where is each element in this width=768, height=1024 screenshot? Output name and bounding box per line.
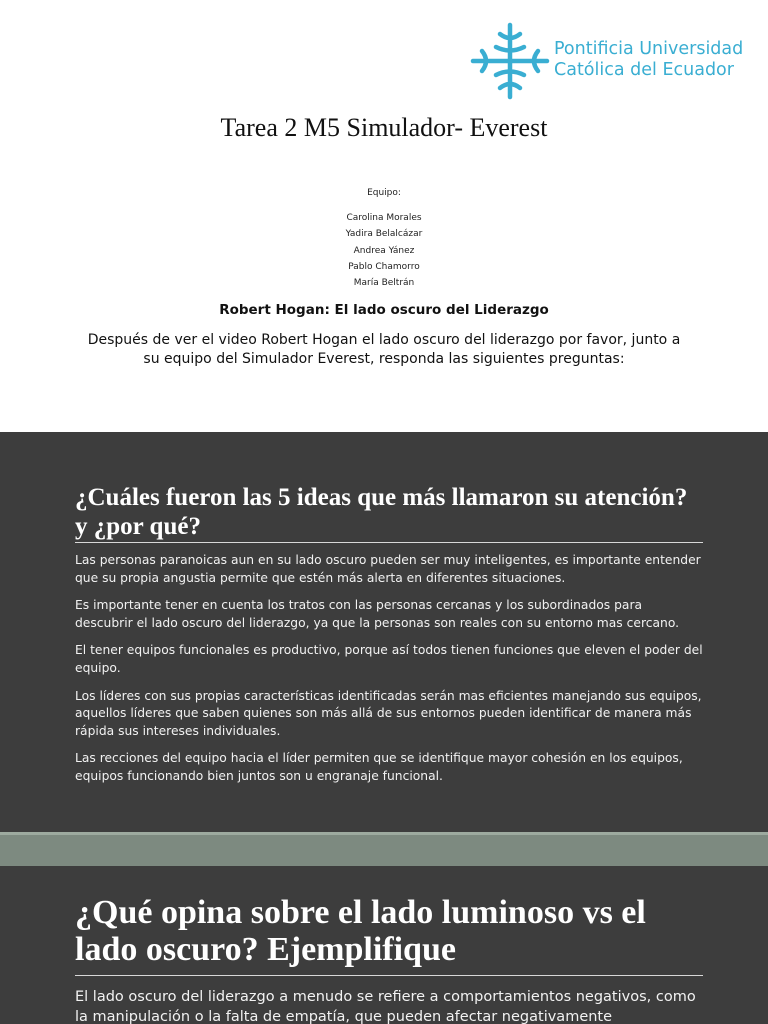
page-title: Tarea 2 M5 Simulador- Everest xyxy=(220,113,548,142)
idea-paragraph: Es importante tener en cuenta los tratos con las personas cercanas y los subordinados para descubrir el lado oscuro del liderazgo, ya que la personas son reales con su entorno mas cercano. xyxy=(75,598,680,630)
opinion-heading: ¿Qué opina sobre el lado luminoso vs el lado oscuro? Ejemplifique xyxy=(75,894,646,968)
title-slide xyxy=(0,0,768,432)
team-label: Equipo: xyxy=(367,188,401,198)
team-member: Carolina Morales xyxy=(346,213,422,223)
team-member: María Beltrán xyxy=(353,278,415,289)
idea-paragraph: Los líderes con sus propias características identificadas serán mas eficientes manejando sus equipos, aquellos líderes que saben quienes son más allá de sus entornos pueden identificar de manera más rápida sus intereses individuales. xyxy=(75,688,702,738)
heading-divider xyxy=(75,975,703,976)
idea-paragraph: Las recciones del equipo hacia el líder permiten que se identifique mayor cohesión en los equipos, equipos funcionando bien juntos son u engranaje funcional. xyxy=(75,751,683,783)
idea-paragraph: El tener equipos funcionales es productivo, porque así todos tienen funciones que eleven el poder del equipo. xyxy=(75,643,703,675)
slide-separator xyxy=(0,832,768,866)
logo-line-1: Pontificia Universidad xyxy=(554,39,744,59)
intro-text: Después de ver el video Robert Hogan el lado oscuro del liderazgo por favor, junto a su equipo del Simulador Everest, responda las siguientes preguntas: xyxy=(87,332,681,367)
cross-emblem-icon xyxy=(470,22,550,100)
separator-line xyxy=(0,832,768,835)
logo-line-2: Católica del Ecuador xyxy=(554,60,734,80)
ideas-heading: ¿Cuáles fueron las 5 ideas que más llamaron su atención? y ¿por qué? xyxy=(75,484,688,540)
opinion-slide xyxy=(0,866,768,1024)
team-list xyxy=(0,186,768,291)
heading-divider xyxy=(75,542,703,543)
team-member: Yadira Belalcázar xyxy=(345,229,423,240)
team-member: Andrea Yánez xyxy=(353,245,415,256)
idea-paragraph: Las personas paranoicas aun en su lado oscuro pueden ser muy inteligentes, es importante entender que su propia angustia permite que estén más alerta en diferentes situaciones. xyxy=(75,553,701,585)
logo-text xyxy=(554,39,743,81)
opinion-body: El lado oscuro del liderazgo a menudo se refiere a comportamientos negativos, como la manipulación o la falta de empatía, que pueden afectar negativamente xyxy=(75,989,696,1024)
university-logo xyxy=(470,22,760,100)
subtitle: Robert Hogan: El lado oscuro del Liderazgo xyxy=(219,302,549,318)
ideas-paragraphs xyxy=(75,552,703,796)
ideas-slide xyxy=(0,432,768,832)
team-member: Pablo Chamorro xyxy=(348,261,420,272)
